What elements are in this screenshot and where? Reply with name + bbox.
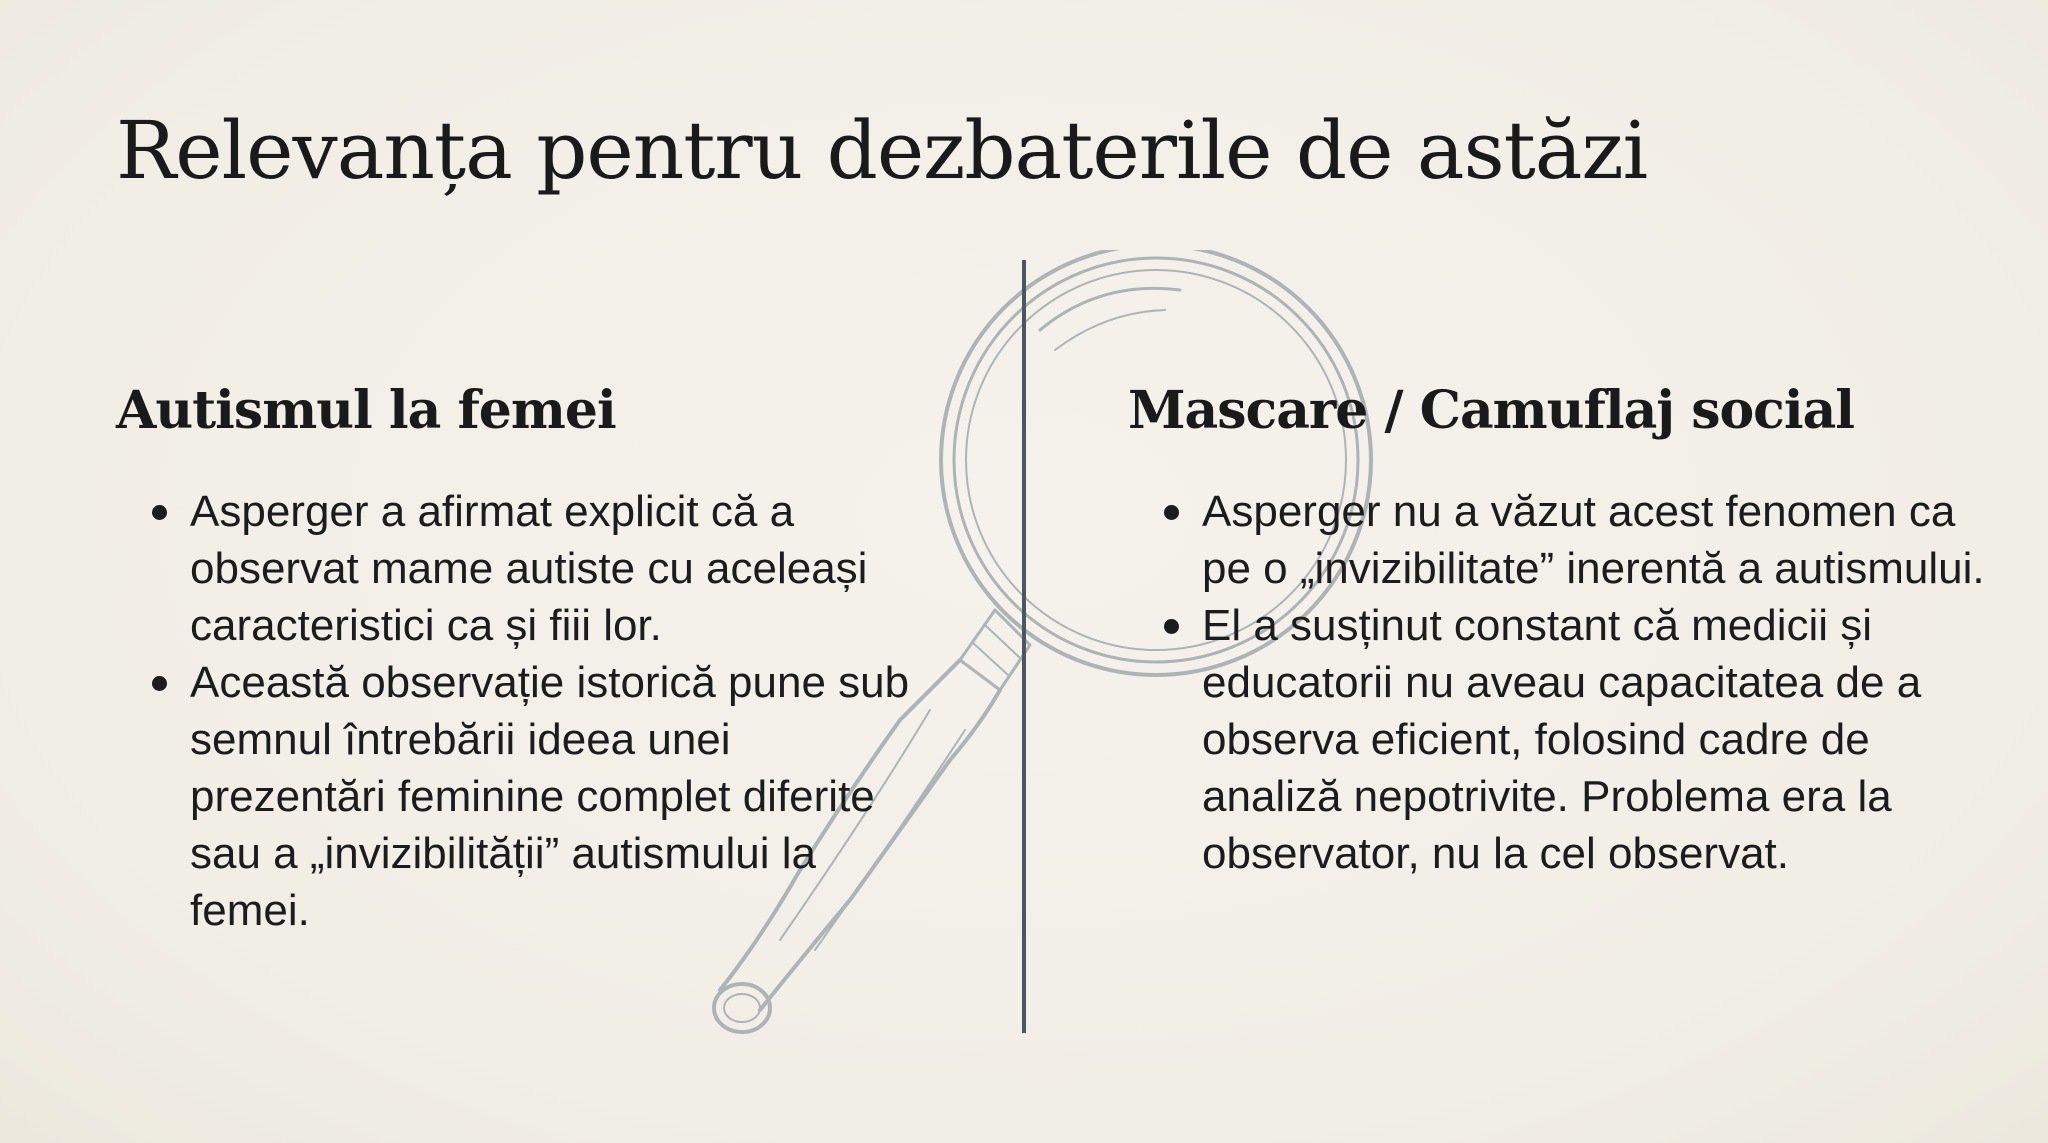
bullet-icon <box>152 676 167 691</box>
bullet-icon <box>1164 505 1179 520</box>
bullet-icon <box>152 505 167 520</box>
list-item-text: Asperger nu a văzut acest fenomen ca pe o „invizibilitate” inerentă a autismului. <box>1202 487 1985 593</box>
left-column-heading: Autismul la femei <box>116 380 616 441</box>
list-item-text: El a susținut constant că medicii și educatorii nu aveau capacitatea de a observa eficient, folosind cadre de analiză nepotrivite. Problema era la observator, nu la cel observat. <box>1202 601 1922 878</box>
bullet-icon <box>1164 619 1179 634</box>
column-divider <box>1022 260 1026 1033</box>
left-column <box>116 380 936 939</box>
list-item-text: Această observație istorică pune sub semnul întrebării ideea unei prezentări feminine complet diferite sau a „invizibilității” autismului la femei. <box>190 658 910 935</box>
slide-title: Relevanța pentru dezbaterile de astăzi <box>116 104 1648 197</box>
right-column <box>1128 380 1988 882</box>
list-item <box>1128 597 1988 882</box>
list-item-text: Asperger a afirmat explicit că a observat mame autiste cu aceleași caracteristici ca și fiii lor. <box>190 487 868 650</box>
list-item <box>1128 483 1988 597</box>
list-item <box>116 654 936 939</box>
right-bullet-list <box>1128 483 1988 882</box>
list-item <box>116 483 936 654</box>
right-column-heading: Mascare / Camuflaj social <box>1128 380 1855 441</box>
left-bullet-list <box>116 483 936 939</box>
